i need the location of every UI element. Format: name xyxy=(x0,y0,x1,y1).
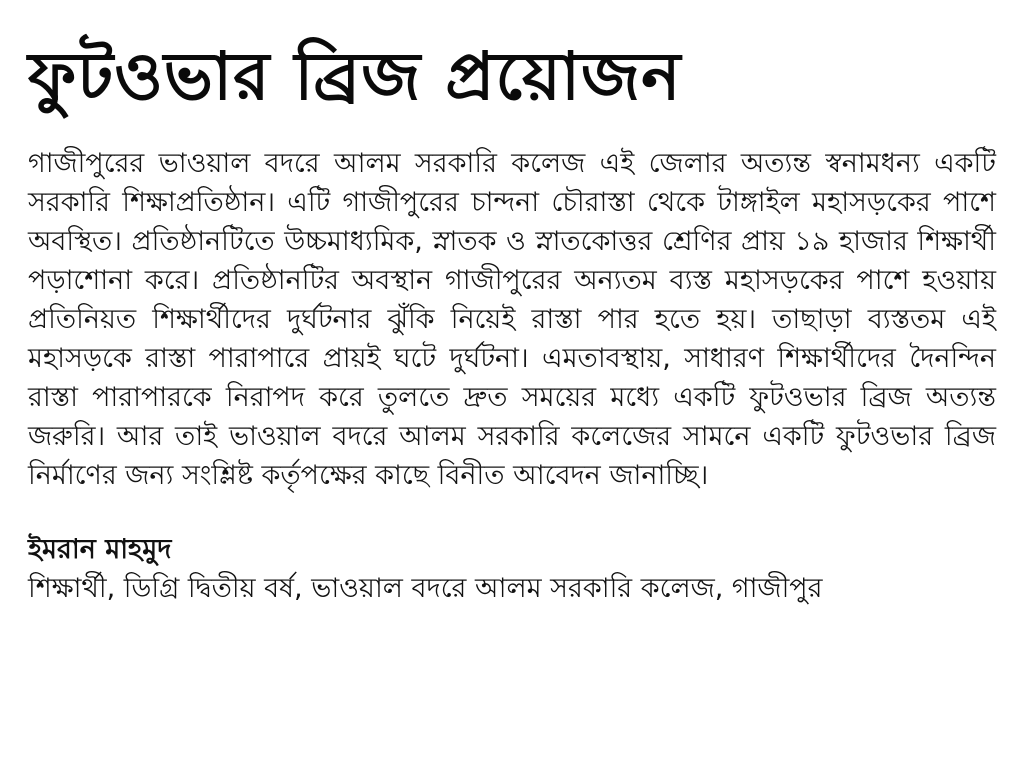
signature-block xyxy=(28,531,996,609)
letter-body: গাজীপুরের ভাওয়াল বদরে আলম সরকারি কলেজ এই জেলার অত্যন্ত স্বনামধন্য একটি সরকারি শিক্ষাপ্রতিষ্ঠান। এটি গাজীপুরের চান্দনা চৌরাস্তা থেকে টাঙ্গাইল মহাসড়কের পাশে অবস্থিত। প্রতিষ্ঠানটিতে উচ্চমাধ্যমিক, স্নাতক ও স্নাতকোত্তর শ্রেণির প্রায় ১৯ হাজার শিক্ষার্থী পড়াশোনা করে। প্রতিষ্ঠানটির অবস্থান গাজীপুরের অন্যতম ব্যস্ত মহাসড়কের পাশে হওয়ায় প্রতিনিয়ত শিক্ষার্থীদের দুর্ঘটনার ঝুঁকি নিয়েই রাস্তা পার হতে হয়। তাছাড়া ব্যস্ততম এই মহাসড়কে রাস্তা পারাপারে প্রায়ই ঘটে দুর্ঘটনা। এমতাবস্থায়, সাধারণ শিক্ষার্থীদের দৈনন্দিন রাস্তা পারাপারকে নিরাপদ করে তুলতে দ্রুত সময়ের মধ্যে একটি ফুটওভার ব্রিজ অত্যন্ত জরুরি। আর তাই ভাওয়াল বদরে আলম সরকারি কলেজের সামনে একটি ফুটওভার ব্রিজ নির্মাণের জন্য সংশ্লিষ্ট কর্তৃপক্ষের কাছে বিনীত আবেদন জানাচ্ছি। xyxy=(28,148,996,491)
author-details: শিক্ষার্থী, ডিগ্রি দ্বিতীয় বর্ষ, ভাওয়াল বদরে আলম সরকারি কলেজ, গাজীপুর xyxy=(28,573,823,604)
author-name: ইমরান মাহমুদ xyxy=(28,534,172,565)
headline: ফুটওভার ব্রিজ প্রয়োজন xyxy=(28,37,682,115)
